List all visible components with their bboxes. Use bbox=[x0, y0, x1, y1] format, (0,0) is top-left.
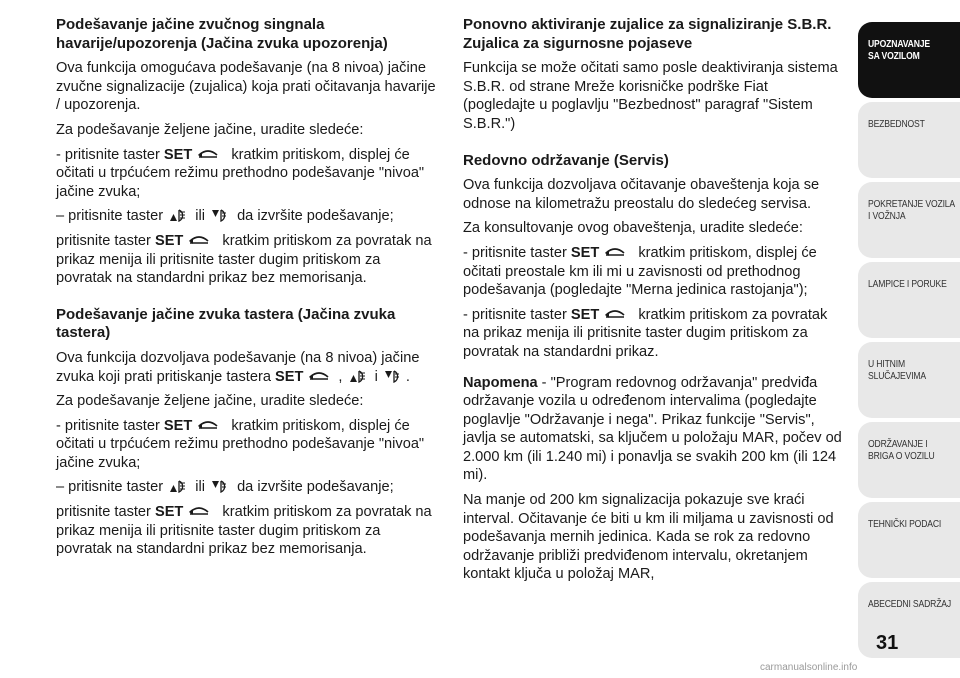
down-arrow-volume-icon bbox=[384, 369, 404, 383]
page-number: 31 bbox=[876, 632, 899, 654]
down-arrow-volume-icon bbox=[211, 479, 231, 493]
down-arrow-volume-icon bbox=[211, 208, 231, 222]
tab-upoznavanje[interactable]: UPOZNAVANJE SA VOZILOM bbox=[858, 22, 960, 98]
instruction-step: pritisnite taster SET kratkim pritiskom za povratak na prikaz menija ili pritisnite taster dugim pritiskom za povratak na standardni prikaz bez memorisanja. bbox=[56, 504, 432, 558]
instruction-step: – pritisnite taster ili da izvršite podešavanje; bbox=[56, 208, 394, 225]
set-return-arrow-icon bbox=[604, 247, 626, 259]
tab-lampice[interactable]: LAMPICE I PORUKE bbox=[858, 262, 960, 338]
right-column bbox=[463, 16, 843, 590]
up-arrow-volume-icon bbox=[169, 479, 189, 493]
instruction-step: - pritisnite taster SET kratkim pritiskom, displej će očitati preostale km ili mi u zavisnosti od prethodnog podešavanja (pogledajte "Merna jedinica rastojanja"); bbox=[463, 244, 817, 299]
section-heading-sbr-buzzer: Ponovno aktiviranje zujalice za signaliziranje S.B.R. Zujalica za sigurnosne pojaseve bbox=[463, 16, 832, 52]
set-label: SET bbox=[154, 504, 184, 521]
paragraph: Na manje od 200 km signalizacija pokazuje sve kraći interval. Očitavanje će biti u km ili miljama u zavisnosti od podešavanja mernih jedinica. Kada se rok za redovno održavanje približi predviđenom intervalu, okretanjem kontakt ključa u položaj MAR, bbox=[463, 492, 834, 583]
paragraph: Ova funkcija dozvoljava podešavanje (na 8 nivoa) jačine zvuka koji prati pritiskanje tastera SET , i . bbox=[56, 349, 420, 385]
instruction-step: – pritisnite taster ili da izvršite podešavanje; bbox=[56, 479, 394, 496]
instruction-step: pritisnite taster SET kratkim pritiskom za povratak na prikaz menija ili pritisnite taster dugim pritiskom za povratak na standardni prikaz bez memorisanja. bbox=[56, 232, 432, 287]
tab-abecedni-sadrzaj[interactable]: ABECEDNI SADRŽAJ bbox=[858, 582, 960, 658]
paragraph: Za podešavanje željene jačine, uradite sledeće: bbox=[56, 393, 364, 410]
chapter-sidebar bbox=[858, 22, 960, 662]
up-arrow-volume-icon bbox=[169, 208, 189, 222]
paragraph: Ova funkcija dozvoljava očitavanje obaveštenja koja se odnose na kilometražu preostalu do sledećeg servisa. bbox=[463, 177, 820, 212]
set-return-arrow-icon bbox=[197, 420, 219, 432]
watermark: carmanualsonline.info bbox=[760, 662, 858, 673]
set-return-arrow-icon bbox=[188, 235, 210, 247]
instruction-step: - pritisnite taster SET kratkim pritiskom, displej će očitati u trpćućem režimu prethodno podešavanje "nivoa" jačine zvuka; bbox=[56, 417, 425, 471]
paragraph: Za konsultovanje ovog obaveštenja, uradite sledeće: bbox=[463, 220, 803, 237]
tab-bezbednost[interactable]: BEZBEDNOST bbox=[858, 102, 960, 178]
tab-hitni-slucajevi[interactable]: U HITNIM SLUČAJEVIMA bbox=[858, 342, 960, 418]
set-label: SET bbox=[570, 244, 600, 261]
instruction-step: - pritisnite taster SET kratkim pritiskom, displej će očitati u trpćućem režimu prethodno podešavanje "nivoa" jačine zvuka; bbox=[56, 146, 425, 200]
tab-odrzavanje[interactable]: ODRŽAVANJE I BRIGA O VOZILU bbox=[858, 422, 960, 498]
tab-tehnicki-podaci[interactable]: TEHNIČKI PODACI bbox=[858, 502, 960, 578]
set-label: SET bbox=[154, 232, 184, 249]
note-label: Napomena bbox=[463, 374, 538, 391]
set-label: SET bbox=[275, 368, 304, 385]
paragraph: Ova funkcija omogućava podešavanje (na 8 nivoa) jačine zvučne signalizacije (zujalica) koja prati očitavanja havarije / upozorenja. bbox=[56, 60, 436, 114]
set-return-arrow-icon bbox=[188, 506, 210, 518]
paragraph: Funkcija se može očitati samo posle deaktiviranja sistema S.B.R. od strane Mreže korisničke podrške Fiat (pogledajte u poglavlju "Bezbednost" paragraf "Sistem S.B.R.") bbox=[463, 60, 838, 132]
tab-pokretanje[interactable]: POKRETANJE VOZILA I VOŽNJA bbox=[858, 182, 960, 258]
left-column bbox=[56, 16, 438, 565]
set-label: SET bbox=[570, 306, 600, 323]
section-heading-warning-volume: Podešavanje jačine zvučnog singnala havarije/upozorenja (Jačina zvuka upozorenja) bbox=[56, 16, 388, 52]
set-return-arrow-icon bbox=[604, 309, 626, 321]
set-return-arrow-icon bbox=[197, 149, 219, 161]
up-arrow-volume-icon bbox=[349, 369, 369, 383]
instruction-step: - pritisnite taster SET kratkim pritiskom za povratak na prikaz menija ili pritisnite taster dugim pritiskom za povratak na standardni prikaz. bbox=[463, 306, 828, 360]
set-label: SET bbox=[163, 417, 193, 434]
paragraph: Za podešavanje željene jačine, uradite sledeće: bbox=[56, 121, 364, 138]
set-return-arrow-icon bbox=[308, 371, 330, 383]
section-heading-service: Redovno održavanje (Servis) bbox=[463, 151, 669, 169]
note-paragraph: Napomena - "Program redovnog održavanja" predviđa održavanje vozila u određenom intervalima (pogledajte poglavlje "Održavanje i nega". Prikaz funkcije "Servis", javlja se automatski, sa ključem u položaju MAR, počev od 2.000 km (ili 1.240 mi) i ponavlja se svakih 200 km (ili 124 mi). bbox=[463, 374, 842, 484]
section-heading-button-volume: Podešavanje jačine zvuka tastera (Jačina zvuka tastera) bbox=[56, 305, 396, 342]
set-label: SET bbox=[163, 146, 193, 163]
